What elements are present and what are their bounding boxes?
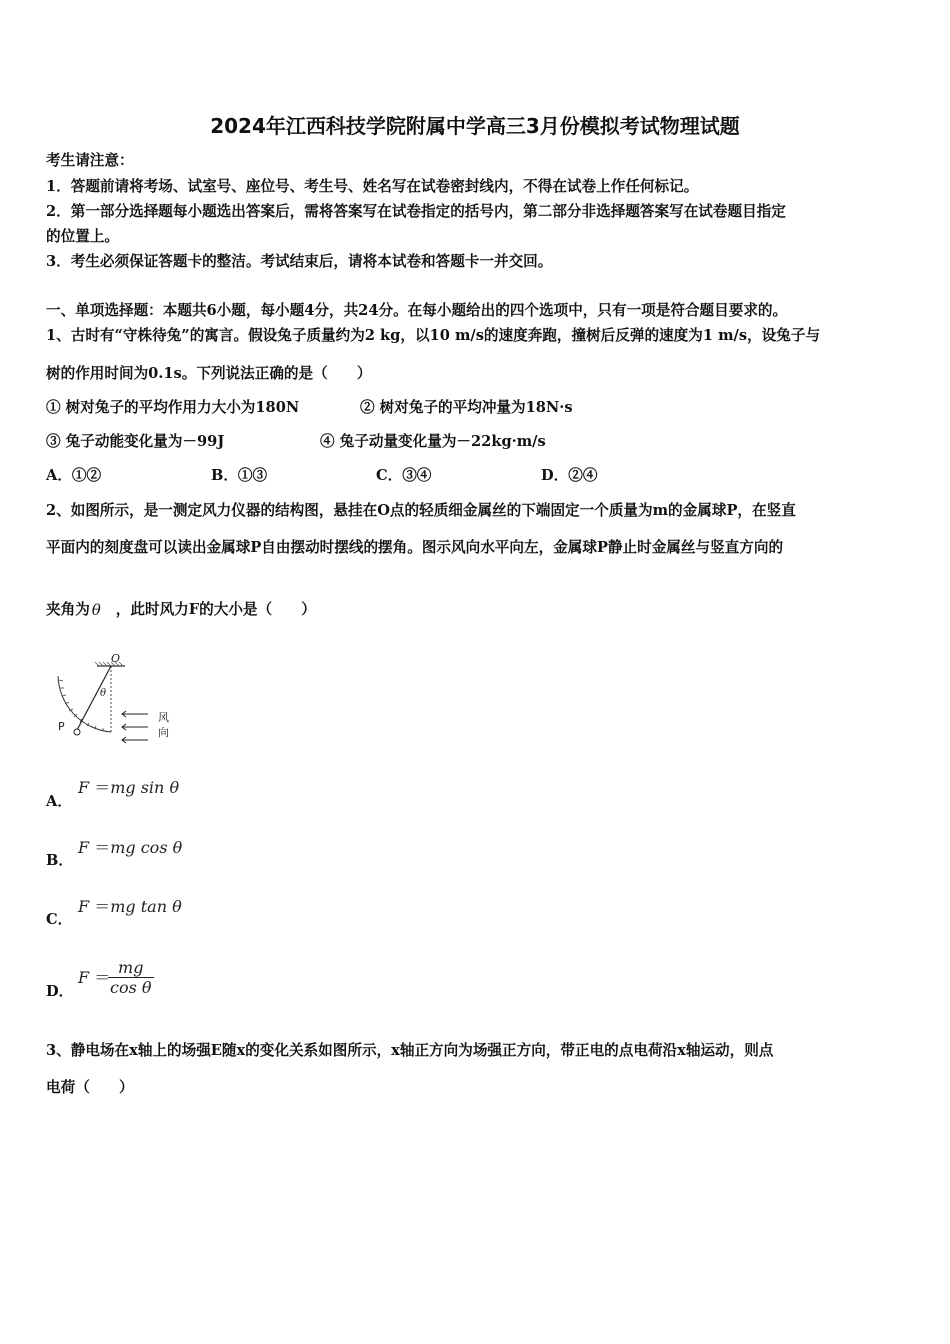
q2-option-d-formula[interactable] (78, 968, 110, 988)
q2-option-c-formula[interactable] (78, 897, 182, 917)
q2-option-a-formula[interactable] (78, 778, 179, 798)
q2-stem-line3-pre: 夹角为 (46, 601, 90, 618)
q2-option-b-letter[interactable]: B． (46, 852, 73, 869)
formula-rhs: mg sin θ (110, 778, 180, 797)
q1-option-d[interactable]: D．②④ (541, 467, 598, 484)
q1-option-b[interactable]: B．①③ (211, 467, 268, 484)
q1-option-c[interactable]: C．③④ (376, 467, 432, 484)
q1-stem-line2: 树的作用时间为0.1s。下列说法正确的是（ ） (46, 365, 372, 382)
q2-stem-line3 (46, 600, 316, 620)
q2-option-d-fraction (108, 958, 154, 997)
wind-arrows (122, 711, 148, 743)
fraction-numerator: mg (108, 958, 154, 978)
formula-rhs: mg cos θ (110, 838, 183, 857)
formula-eq: ＝ (94, 838, 111, 857)
q3-stem-line2: 电荷（ ） (46, 1079, 134, 1096)
formula-lhs: F (78, 778, 90, 797)
notice-heading: 考生请注意： (46, 152, 134, 169)
q2-option-d-letter[interactable]: D． (46, 983, 74, 1000)
q2-option-b-formula[interactable] (78, 838, 182, 858)
q1-option-a[interactable]: A．①② (46, 467, 102, 484)
formula-lhs: F (78, 838, 90, 857)
q2-stem-line2: 平面内的刻度盘可以读出金属球P自由摆动时摆线的摆角。图示风向水平向左，金属球P静止时金属丝与竖直方向的 (46, 539, 784, 556)
q1-statement-3: ③ 兔子动能变化量为－99J (46, 433, 225, 450)
notice-item: 3．考生必须保证答题卡的整洁。考试结束后，请将本试卷和答题卡一并交回。 (46, 253, 553, 270)
theta-symbol: θ (91, 601, 101, 619)
metal-ball (74, 729, 80, 735)
fraction-denominator: cos θ (110, 978, 152, 997)
scale-arc (58, 676, 111, 732)
q1-stem-line1: 1、古时有“守株待兔”的寓言。假设兔子质量约为2 kg，以10 m/s的速度奔跑，撞树后反弹的速度为1 m/s，设兔子与 (46, 327, 821, 344)
wind-label-2: 向 (158, 726, 169, 739)
formula-eq: ＝ (94, 897, 111, 916)
page-title: 2024年江西科技学院附属中学高三3月份模拟考试物理试题 (210, 114, 740, 138)
formula-eq: ＝ (94, 778, 111, 797)
wind-label-1: 风 (158, 711, 169, 724)
q2-option-a-letter[interactable]: A． (46, 793, 72, 810)
q2-option-c-letter[interactable]: C． (46, 911, 73, 928)
notice-item: 1．答题前请将考场、试室号、座位号、考生号、姓名写在试卷密封线内，不得在试卷上作任何标记。 (46, 178, 699, 195)
section-header: 一、单项选择题：本题共6小题，每小题4分，共24分。在每小题给出的四个选项中，只有一项是符合题目要求的。 (46, 302, 788, 319)
point-o-label: O (111, 652, 121, 665)
formula-lhs: F (78, 968, 90, 987)
angle-theta-label: θ (100, 688, 107, 699)
q1-statement-2: ② 树对兔子的平均冲量为18N·s (360, 399, 573, 416)
formula-eq: ＝ (94, 968, 111, 987)
q1-statement-4: ④ 兔子动量变化量为－22kg·m/s (320, 433, 546, 450)
q2-stem-line3-post: ，此时风力F的大小是（ ） (115, 601, 316, 618)
formula-lhs: F (78, 897, 90, 916)
point-p-label: P (58, 720, 65, 733)
q1-statement-1: ① 树对兔子的平均作用力大小为180N (46, 399, 300, 416)
formula-rhs: mg tan θ (110, 897, 182, 916)
notice-item: 2．第一部分选择题每小题选出答案后，需将答案写在试卷指定的括号内，第二部分非选择题答案写在试卷题目指定 (46, 203, 786, 220)
notice-item: 的位置上。 (46, 228, 119, 245)
q3-stem-line1: 3、静电场在x轴上的场强E随x的变化关系如图所示，x轴正方向为场强正方向，带正电的点电荷沿x轴运动，则点 (46, 1042, 774, 1059)
q2-stem-line1: 2、如图所示，是一测定风力仪器的结构图，悬挂在O点的轻质细金属丝的下端固定一个质量为m的金属球P，在竖直 (46, 502, 796, 519)
wind-instrument-figure (50, 650, 190, 750)
